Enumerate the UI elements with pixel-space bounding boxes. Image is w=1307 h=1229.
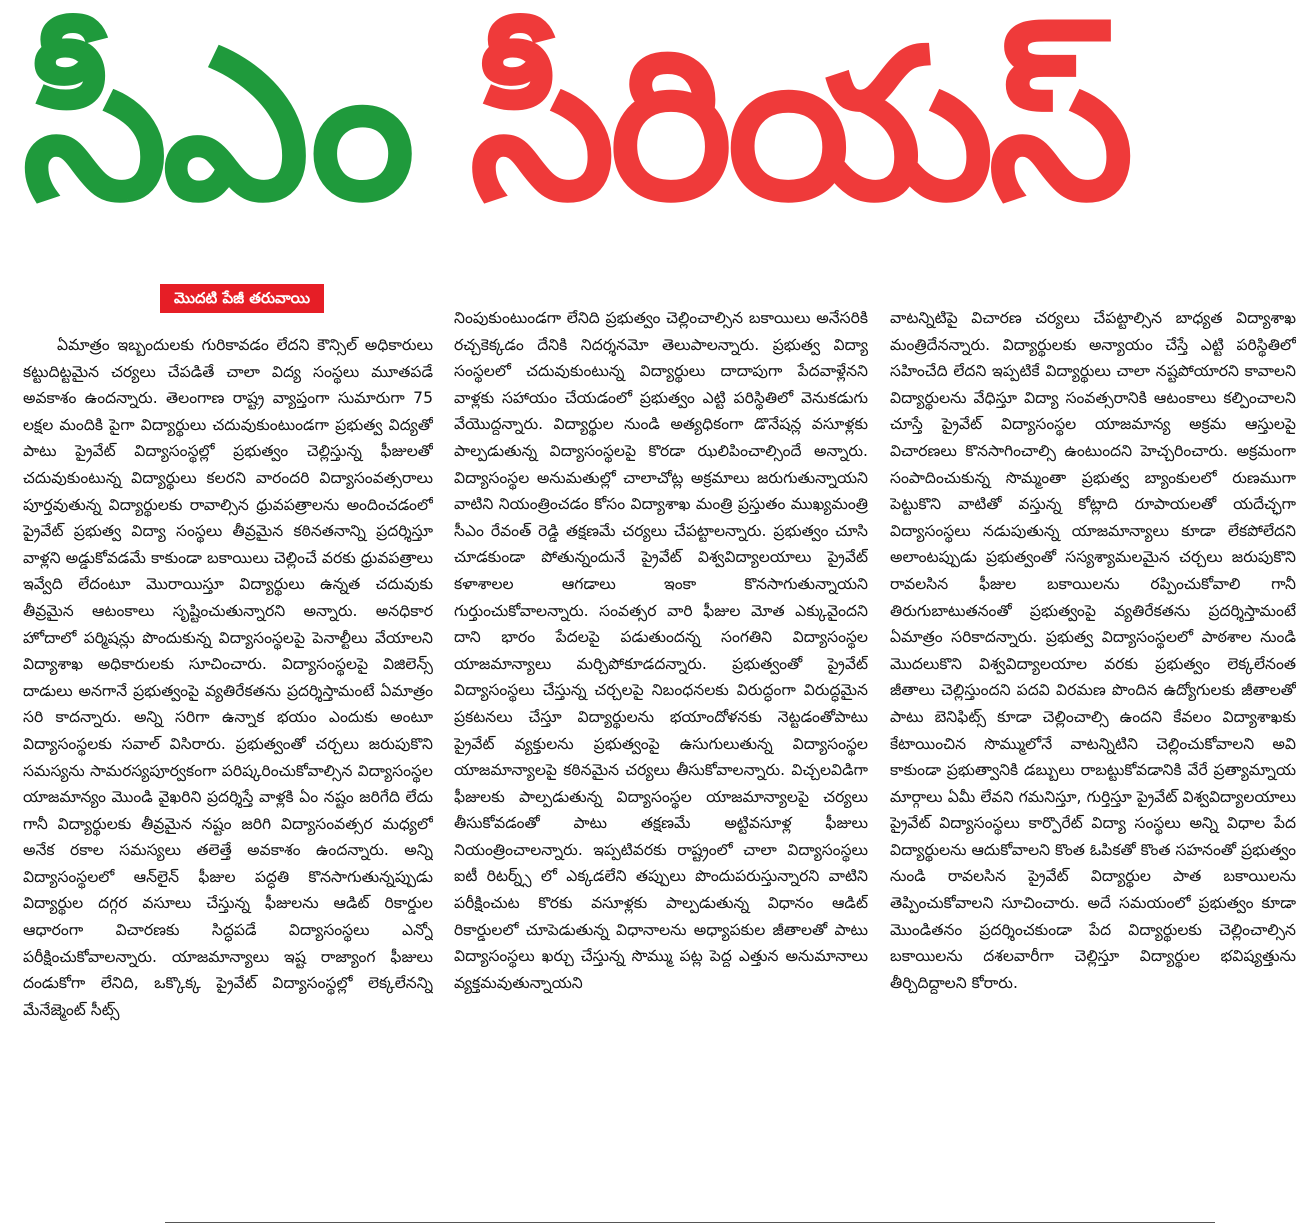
headline-word-serious: సీరియస్ [469,5,1129,247]
article-column-3 [890,305,1296,1210]
column-2-text: నింపుకుంటుండగా లేనిది ప్రభుత్వం చెల్లించాల్సిన బకాయిలు అనేసరికి రచ్చకెక్కడం దేనికి నిదర్శనమో తెలుపాలన్నారు. ప్రభుత్వ విద్యా సంస్థలలో చదువుకుంటున్న విద్యార్థులు దాదాపుగా పేదవాళ్లేనని వాళ్లకు సహాయం చేయడంలో ప్రభుత్వం ఎట్టి పరిస్థితిలో వెనుకడుగు వేయొద్దన్నారు. విద్యార్థుల నుండి అత్యధికంగా డొనేషన్ల వసూళ్లకు పాల్పడుతున్న విద్యాసంస్థలపై కొరడా ఝలిపించాల్సిందే అన్నారు. విద్యాసంస్థల అనుమతుల్లో చాలాచోట్ల అక్రమాలు జరుగుతున్నాయని వాటిని నియంత్రించడం కోసం విద్యాశాఖ మంత్రి ప్రస్తుతం ముఖ్యమంత్రి సీఎం రేవంత్ రెడ్డి తక్షణమే చర్యలు చేపట్టాలన్నారు. ప్రభుత్వం చూసి చూడకుండా పోతున్నందునే ప్రైవేట్ విశ్వవిద్యాలయాలు ప్రైవేట్ కళాశాలల ఆగడాలు ఇంకా కొనసాగుతున్నాయని గుర్తుంచుకోవాలన్నారు. సంవత్సర వారి ఫీజుల మోత ఎక్కువైందని దాని భారం పేదలపై పడుతుందన్న సంగతిని విద్యాసంస్థల యాజమాన్యాలు మర్చిపోకూడదన్నారు. ప్రభుత్వంతో ప్రైవేట్ విద్యాసంస్థలు చేస్తున్న చర్చలపై నిబంధనలకు విరుద్ధంగా విరుద్ధమైన ప్రకటనలు చేస్తూ విద్యార్థులను భయాందోళనకు నెట్టడంతోపాటు ప్రైవేట్ వ్యక్తులను ప్రభుత్వంపై ఉసుగులుతున్న విద్యాసంస్థల యాజమాన్యాలపై కఠినమైన చర్యలు తీసుకోవాలన్నారు. విచ్చలవిడిగా ఫీజులకు పాల్పడుతున్న విద్యాసంస్థల యాజమాన్యాలపై చర్యలు తీసుకోవడంతో పాటు తక్షణమే అట్టివసూళ్ల ఫీజులు నియంత్రించాలన్నారు. ఇప్పటివరకు రాష్ట్రంలో చాలా విద్యాసంస్థలు ఐటీ రిటర్న్స్ లో ఎక్కడలేని తప్పులు పొందుపరుస్తున్నారని వాటిని పరీక్షించుట కొరకు వసూళ్లకు పాల్పడుతున్న విధానం ఆడిట్ రికార్డులలో చూపెడుతున్న విధానాలను అధ్యాపకుల జీతాలతో పాటు విద్యాసంస్థలు ఖర్చు చేస్తున్న సొమ్ము పట్ల పెద్ద ఎత్తున అనుమానాలు వ్యక్తమవుతున్నాయని [454,309,868,992]
headline [22,4,1292,248]
column-3-text: వాటన్నిటిపై విచారణ చర్యలు చేపట్టాల్సిన బాధ్యత విద్యాశాఖ మంత్రిదేనన్నారు. విద్యార్థులకు అన్యాయం చేస్తే ఎట్టి పరిస్థితిలో సహించేది లేదని ఇప్పటికే విద్యార్థులు చాలా నష్టపోయారని కావాలని విద్యార్థులను వేధిస్తూ విద్యా సంవత్సరానికి ఆటంకాలు కల్పించాలని చూస్తే ప్రైవేట్ విద్యాసంస్థల యాజమాన్య అక్రమ ఆస్తులపై విచారణలు కొనసాగించాల్సి ఉంటుందని హెచ్చరించారు. అక్రమంగా సంపాదించుకున్న సొమ్మంతా ప్రభుత్వ బ్యాంకులలో రుణముగా పెట్టుకొని వాటితో వస్తున్న కోట్లాది రూపాయలతో యదేచ్ఛగా విద్యాసంస్థలు నడుపుతున్న యాజమాన్యాలు కూడా లేకపోలేదని అలాంటప్పుడు ప్రభుత్వంతో సస్యశ్యామలమైన చర్చలు జరుపుకొని రావలసిన ఫీజుల బకాయిలను రప్పించుకోవాలి గానీ తిరుగుబాటుతనంతో ప్రభుత్వంపై వ్యతిరేకతను ప్రదర్శిస్తామంటే ఏమాత్రం సరికాదన్నారు. ప్రభుత్వ విద్యాసంస్థలలో పాఠశాల నుండి మొదలుకొని విశ్వవిద్యాలయాల వరకు ప్రభుత్వం లెక్కలేనంత జీతాలు చెల్లిస్తుందని పదవి విరమణ పొందిన ఉద్యోగులకు జీతాలతో పాటు బెనిఫిట్స్ కూడా చెల్లించాల్సి ఉందని కేవలం విద్యాశాఖకు కేటాయించిన సొమ్ములోనే వాటన్నిటిని చెల్లించుకోవాలని అవి కాకుండా ప్రభుత్వానికి డబ్బులు రాబట్టుకోవడానికి వేరే ప్రత్యామ్నాయ మార్గాలు ఏమీ లేవని గమనిస్తూ, గుర్తిస్తూ ప్రైవేట్ విశ్వవిద్యాలయాలు ప్రైవేట్ విద్యాసంస్థలు కార్పొరేట్ విద్యా సంస్థలు అన్ని విధాల పేద విద్యార్థులను ఆదుకోవాలని కొంత ఓపికతో కొంత సహనంతో ప్రభుత్వం నుండి రావలసిన ప్రైవేట్ విద్యార్థుల పాత బకాయిలను తెప్పించుకోవాలని సూచించారు. అదే సమయంలో ప్రభుత్వం కూడా మొండితనం ప్రదర్శించకుండా పేద విద్యార్థులకు చెల్లించాల్సిన బకాయిలను దశలవారీగా చెల్లిస్తూ విద్యార్థుల భవిష్యత్తును తీర్చిదిద్దాలని కోరారు. [890,309,1296,992]
article-column-1 [23,332,433,1210]
article-column-2 [454,305,868,1210]
column-1-text: ఏమాత్రం ఇబ్బందులకు గురికావడం లేదని కౌన్సిల్ అధికారులు కట్టుదిట్టమైన చర్యలు చేపడితే చాలా విద్య సంస్థలు మూతపడే అవకాశం ఉందన్నారు. తెలంగాణ రాష్ట్ర వ్యాప్తంగా సుమారుగా 75 లక్షల మందికి పైగా విద్యార్థులు చదువుకుంటుండగా ప్రభుత్వ విద్యతో పాటు ప్రైవేట్ విద్యాసంస్థల్లో ప్రభుత్వం చెల్లిస్తున్న ఫీజులతో చదువుకుంటున్న విద్యార్థులు కలరని వారందరి విద్యాసంవత్సరాలు పూర్తవుతున్న విద్యార్థులకు రావాల్సిన ధ్రువపత్రాలను అందించడంలో ప్రైవేట్ ప్రభుత్వ విద్యా సంస్థలు తీవ్రమైన కఠినతనాన్ని ప్రదర్శిస్తూ వాళ్లని అడ్డుకోవడమే కాకుండా బకాయిలు చెల్లించే వరకు ధ్రువపత్రాలు ఇవ్వేది లేదంటూ మొరాయిస్తూ విద్యార్థులు ఉన్నత చదువుకు తీవ్రమైన ఆటంకాలు సృష్టించుతున్నారని అన్నారు. అనధికార హోదాలో పర్మిషన్లు పొందుకున్న విద్యాసంస్థలపై పెనాల్టీలు వేయాలని విద్యాశాఖ అధికారులకు సూచించారు. విద్యాసంస్థలపై విజిలెన్స్ దాడులు అనగానే ప్రభుత్వంపై వ్యతిరేకతను ప్రదర్శిస్తామంటే ఏమాత్రం సరి కాదన్నారు. అన్ని సరిగా ఉన్నాక భయం ఎందుకు అంటూ విద్యాసంస్థలకు సవాల్ విసిరారు. ప్రభుత్వంతో చర్చలు జరుపుకొని సమస్యను సామరస్యపూర్వకంగా పరిష్కరించుకోవాల్సిన విద్యాసంస్థల యాజమాన్యం మొండి వైఖరిని ప్రదర్శిస్తే వాళ్లకి ఏం నష్టం జరిగేది లేదు గానీ విద్యార్థులకు తీవ్రమైన నష్టం జరిగి విద్యాసంవత్సర మధ్యలో అనేక రకాల సమస్యలు తలెత్తే అవకాశం ఉందన్నారు. అన్ని విద్యాసంస్థలలో ఆన్‌లైన్ ఫీజుల పద్ధతి కొనసాగుతున్నప్పుడు విద్యార్థుల దగ్గర వసూలు చేస్తున్న ఫీజులను ఆడిట్ రికార్డుల ఆధారంగా విచారణకు సిద్ధపడే విద్యాసంస్థలు ఎన్నో పరీక్షించుకోవాలన్నారు. యాజమాన్యాలు ఇష్ట రాజ్యాంగ ఫీజులు దండుకోగా లేనిది, ఒక్కొక్క ప్రైవేట్ విద్యాసంస్థల్లో లెక్కలేనన్ని మేనేజ్మెంట్ సీట్స్ [23,336,433,1019]
headline-word-cm: సీఎం [22,5,410,247]
continued-from-front-page-label: మొదటి పేజీ తరువాయి [160,284,324,313]
bottom-divider [165,1222,1215,1223]
